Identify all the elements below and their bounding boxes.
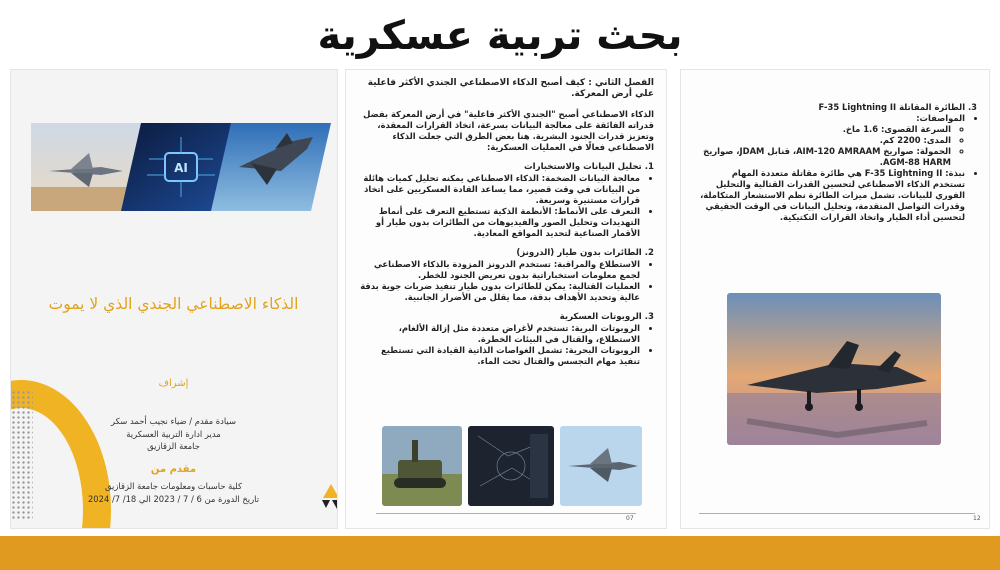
presenter-line: تاريخ الدورة من 6 / 7 / 2023 الي 18/ 7/ 2024 [87, 493, 260, 504]
list-item: • نبذة: F-35 Lightning II هي طائرة مقاتلة متعددة المهام تستخدم الذكاء الاصطناعي لتحسين القدرات القتالية والتحليل الفوري للبيانات. تشمل ميزات الطائرة نظم الاستشعار المتكاملة، وقدرات التواصل المتقدمة، وتحليل البيانات في الوقت الحقيقي لتحسين أداء الطيار واتخاذ القرارات التكتيكية. [699, 168, 965, 223]
supervisor-info [21, 415, 326, 453]
footer-line [376, 513, 636, 514]
logo-icon [316, 482, 338, 512]
section-list [360, 173, 654, 239]
supervisor-line: مدير ادارة التربية العسكرية [126, 428, 221, 439]
section-title: 3. الروبوتات العسكرية [559, 312, 654, 322]
spec-item: ◦ السرعة القصوى: 1.6 ماخ. [699, 124, 951, 135]
list-item: • الروبوتات البرية: تستخدم لأغراض متعددة مثل إزالة الألغام، الاستطلاع، والقتال في البيئات الخطرة. [360, 323, 640, 345]
aircraft-page [680, 69, 990, 529]
supervision-heading: إشراف [158, 378, 189, 389]
aircraft-body [699, 102, 977, 223]
section-title: 2. الطائرات بدون طيار (الدرونز) [516, 248, 654, 258]
specs-label: المواصفات: [916, 113, 965, 123]
list-item: • التعرف على الأنماط: الأنظمة الذكية تستطيع التعرف على أنماط التهديدات وتحليل الصور والفيديوهات من الطائرات بدون طيار أو الأقمار الصناعية لتحديد المواقع المعادية. [360, 206, 640, 239]
bottom-accent-bar [0, 536, 1000, 570]
page-number: 07 [626, 515, 634, 522]
list-item: • العمليات القتالية: يمكن للطائرات بدون طيار تنفيذ ضربات جوية بدقة عالية وتحديد الأهداف بدقة، مما يقلل من الأضرار الجانبية. [360, 281, 640, 303]
presenter-heading: مقدم من [150, 464, 197, 475]
section-title: 1. تحليل البيانات والاستخبارات [524, 162, 654, 172]
list-item: • معالجة البيانات الضخمة: الذكاء الاصطناعي يمكنه تحليل كميات هائلة من البيانات في وقت قصير، مما يساعد القادة العسكريين على اتخاذ قرارات مستنيرة وسريعة. [360, 173, 640, 206]
presenter-info [21, 480, 326, 505]
spec-item: ◦ الحمولة: صواريخ AIM-120 AMRAAM، قنابل JDAM، صواريخ AGM-88 HARM. [699, 146, 951, 168]
supervisor-line: سيادة مقدم / ضياء نجيب أحمد سكر [111, 416, 236, 426]
section-list [360, 259, 654, 303]
cover-page [10, 69, 338, 529]
f35-jet-image [727, 293, 941, 445]
chapter-heading: الفصل الثاني : كيف أصبح الذكاء الاصطناعي الجندي الأكثر فاعلية علي أرض المعركة. [367, 78, 654, 99]
footer-line [699, 513, 975, 514]
chapter-intro: الذكاء الاصطناعي أصبح "الجندي الأكثر فاعلية" في أرض المعركة بفضل قدراته الفائقة على معالجة البيانات بسرعة، اتخاذ القرارات المعقدة، وتعزيز قدرات الجنود البشرية. هنا بعض الطرق التي جعلت الذكاء الاصطناعي فعالًا في العمليات العسكرية: [363, 109, 654, 152]
cover-title: الذكاء الاصطناعي الجندي الذي لا يموت [48, 295, 299, 313]
svg-text:AI: AI [174, 161, 188, 175]
list-item: • الاستطلاع والمراقبة: تستخدم الدرونز المزودة بالذكاء الاصطناعي لجمع معلومات استخباراتية بدون تعريض الجنود للخطر. [360, 259, 640, 281]
supervisor-line: جامعة الزقازيق [147, 441, 200, 451]
aircraft-list [699, 113, 977, 223]
page-title: بحث تربية عسكرية [317, 13, 683, 59]
specs-list [699, 124, 965, 168]
chapter-page [345, 69, 667, 529]
drone-sky-image [560, 426, 642, 506]
spec-item: ◦ المدى: 2200 كم. [699, 135, 951, 146]
fighter-jet-image [211, 123, 331, 211]
drone-map-image [468, 426, 554, 506]
section-list [360, 323, 654, 367]
presenter-line: كلية حاسبات ومعلومات جامعة الزقازيق [105, 481, 242, 491]
page-number: 12 [973, 515, 981, 522]
cover-image-strip [31, 123, 331, 211]
ground-robot-image [382, 426, 462, 506]
chapter-body [360, 78, 654, 376]
list-item [699, 113, 965, 168]
list-item: • الروبوتات البحرية: تشمل الغواصات الذاتية القيادة التي تستطيع تنفيذ مهام التجسس والقتال تحت الماء. [360, 345, 640, 367]
aircraft-heading: 3. الطائرة المقاتلة F-35 Lightning II [818, 102, 977, 112]
